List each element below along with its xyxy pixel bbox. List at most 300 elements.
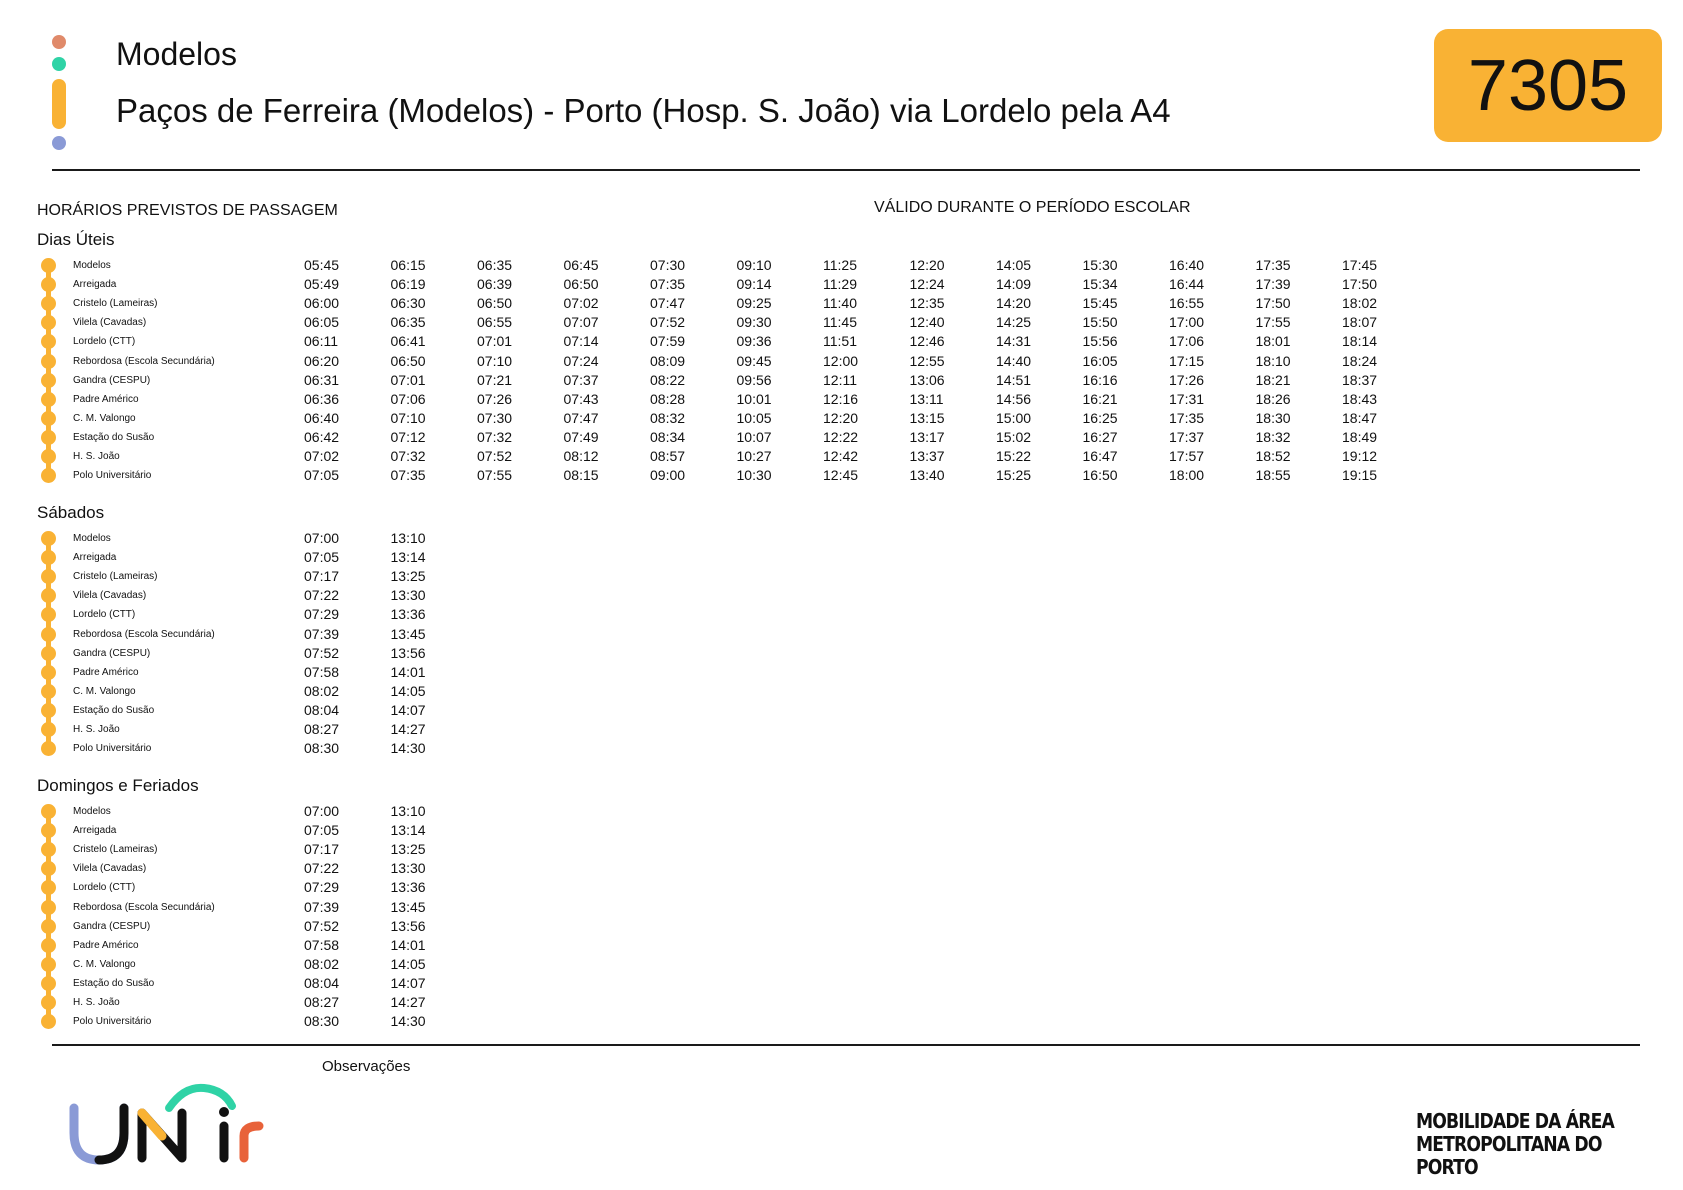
stop-marker-icon — [41, 722, 56, 737]
departure-time: 13:56 — [390, 644, 426, 661]
stop-marker-icon — [41, 569, 56, 584]
stop-name: Modelos — [73, 533, 111, 544]
departure-time: 13:10 — [390, 803, 426, 819]
stop-row — [0, 409, 1683, 428]
stop-name: Rebordosa (Escola Secundária) — [73, 901, 215, 913]
departure-time: 14:30 — [390, 740, 426, 757]
departure-time: 13:11 — [909, 390, 944, 407]
departure-time: 12:55 — [909, 352, 945, 369]
departure-time: 07:02 — [563, 295, 599, 312]
stop-row — [0, 663, 1683, 682]
departure-time: 12:35 — [909, 295, 945, 312]
stop-marker-icon — [41, 900, 56, 915]
departure-time: 08:12 — [563, 448, 599, 464]
departure-time: 18:43 — [1342, 390, 1378, 407]
departure-time: 07:22 — [304, 860, 340, 877]
departure-time: 08:04 — [304, 974, 340, 991]
departure-time: 18:07 — [1342, 314, 1378, 331]
stop-row — [0, 993, 1683, 1012]
stop-row — [0, 352, 1683, 371]
departure-time: 07:52 — [304, 917, 340, 934]
header-divider — [52, 169, 1640, 171]
departure-time: 09:10 — [736, 257, 772, 273]
departure-time: 08:02 — [304, 955, 340, 972]
stop-name: Cristelo (Lameiras) — [73, 844, 158, 856]
stop-marker-icon — [41, 627, 56, 642]
departure-time: 06:35 — [477, 257, 513, 273]
departure-time: 15:22 — [996, 448, 1032, 464]
departure-time: 11:51 — [823, 333, 857, 350]
departure-time: 06:55 — [477, 314, 513, 331]
departure-time: 10:07 — [736, 428, 772, 445]
stop-name: Polo Universitário — [73, 470, 152, 482]
schedule-heading: HORÁRIOS PREVISTOS DE PASSAGEM — [37, 202, 338, 219]
stop-marker-icon — [41, 842, 56, 857]
stop-marker-icon — [41, 976, 56, 991]
stop-name: Lordelo (CTT) — [73, 609, 136, 621]
stop-row — [0, 256, 1683, 275]
departure-time: 09:30 — [736, 314, 772, 331]
stop-name: Estação do Susão — [73, 704, 155, 716]
brand-dot-blue — [52, 136, 66, 150]
departure-time: 17:39 — [1255, 276, 1291, 293]
departure-time: 07:47 — [650, 295, 686, 312]
departure-time: 14:25 — [996, 314, 1032, 331]
departure-time: 06:36 — [304, 390, 340, 407]
departure-time: 10:01 — [736, 390, 772, 407]
departure-time: 06:00 — [304, 295, 340, 312]
stop-marker-icon — [41, 957, 56, 972]
departure-time: 08:57 — [650, 448, 686, 464]
departure-time: 17:26 — [1169, 371, 1205, 388]
stop-row — [0, 720, 1683, 739]
stop-name: Vilela (Cavadas) — [73, 863, 147, 875]
departure-time: 15:30 — [1082, 257, 1118, 273]
departure-time: 13:10 — [390, 530, 426, 546]
departure-time: 19:15 — [1342, 467, 1378, 484]
departure-time: 13:14 — [390, 549, 426, 566]
departure-time: 09:14 — [736, 276, 772, 293]
stop-row — [0, 682, 1683, 701]
stop-row — [0, 802, 1683, 821]
stop-marker-icon — [41, 861, 56, 876]
departure-time: 10:27 — [736, 448, 772, 464]
departure-time: 14:09 — [996, 276, 1032, 293]
departure-time: 19:12 — [1342, 448, 1378, 464]
departure-time: 07:29 — [304, 879, 340, 896]
departure-time: 16:50 — [1082, 467, 1118, 484]
stop-marker-icon — [41, 1014, 56, 1029]
departure-time: 12:42 — [823, 448, 859, 464]
departure-time: 14:30 — [390, 1013, 426, 1030]
departure-time: 07:29 — [304, 606, 340, 623]
stop-name: Arreigada — [73, 552, 117, 564]
departure-time: 08:02 — [304, 682, 340, 699]
departure-time: 13:30 — [390, 587, 426, 604]
stop-name: Cristelo (Lameiras) — [73, 571, 158, 583]
departure-time: 15:02 — [996, 428, 1032, 445]
stop-name: Rebordosa (Escola Secundária) — [73, 355, 215, 367]
stop-row — [0, 936, 1683, 955]
departure-time: 18:37 — [1342, 371, 1378, 388]
departure-time: 06:31 — [304, 371, 340, 388]
departure-time: 14:27 — [390, 721, 426, 737]
departure-time: 18:55 — [1255, 467, 1291, 484]
departure-time: 08:27 — [304, 994, 340, 1010]
departure-time: 07:21 — [477, 371, 513, 388]
departure-time: 14:20 — [996, 295, 1032, 312]
departure-time: 13:40 — [909, 467, 945, 484]
departure-time: 18:00 — [1169, 467, 1205, 484]
stop-row — [0, 371, 1683, 390]
stop-row — [0, 859, 1683, 878]
departure-time: 18:02 — [1342, 295, 1378, 312]
departure-time: 08:34 — [650, 428, 686, 445]
departure-time: 06:19 — [390, 276, 426, 293]
stop-marker-icon — [41, 880, 56, 895]
departure-time: 13:30 — [390, 860, 426, 877]
departure-time: 16:21 — [1082, 390, 1118, 407]
departure-time: 07:01 — [390, 371, 426, 388]
departure-time: 11:45 — [823, 314, 857, 331]
stop-name: H. S. João — [73, 724, 120, 735]
departure-time: 07:12 — [390, 428, 426, 445]
departure-time: 07:49 — [563, 428, 599, 445]
departure-time: 08:32 — [650, 409, 686, 426]
stop-row — [0, 840, 1683, 859]
departure-time: 06:45 — [563, 257, 599, 273]
departure-time: 13:56 — [390, 917, 426, 934]
departure-time: 15:25 — [996, 467, 1032, 484]
departure-time: 15:56 — [1082, 333, 1118, 350]
stop-marker-icon — [41, 938, 56, 953]
departure-time: 12:46 — [909, 333, 945, 350]
stop-name: Polo Universitário — [73, 743, 152, 755]
departure-time: 14:31 — [996, 333, 1032, 350]
departure-time: 08:15 — [563, 467, 599, 484]
stop-name: Modelos — [73, 260, 111, 271]
stop-name: Lordelo (CTT) — [73, 882, 136, 894]
observations-label: Observações — [322, 1058, 411, 1075]
stop-name: Estação do Susão — [73, 431, 155, 443]
departure-time: 06:50 — [390, 352, 426, 369]
departure-time: 07:52 — [304, 644, 340, 661]
departure-time: 07:17 — [304, 568, 340, 585]
stop-name: Vilela (Cavadas) — [73, 317, 147, 329]
departure-time: 06:30 — [390, 295, 426, 312]
departure-time: 17:55 — [1255, 314, 1291, 331]
stop-marker-icon — [41, 411, 56, 426]
departure-time: 09:25 — [736, 295, 772, 312]
departure-time: 17:50 — [1342, 276, 1378, 293]
departure-time: 13:15 — [909, 409, 945, 426]
departure-time: 06:05 — [304, 314, 340, 331]
stop-row — [0, 898, 1683, 917]
stop-marker-icon — [41, 703, 56, 718]
departure-time: 15:45 — [1082, 295, 1118, 312]
departure-time: 07:02 — [304, 448, 340, 464]
brand-dot-orange — [52, 35, 66, 49]
departure-time: 06:41 — [390, 333, 426, 350]
departure-time: 13:25 — [390, 841, 426, 858]
unir-logo — [64, 1078, 274, 1173]
departure-time: 08:30 — [304, 1013, 340, 1030]
departure-time: 07:00 — [304, 803, 340, 819]
authority-logo-text — [1416, 1110, 1646, 1179]
stop-marker-icon — [41, 665, 56, 680]
departure-time: 13:45 — [390, 898, 426, 915]
departure-time: 12:16 — [823, 390, 859, 407]
departure-time: 07:59 — [650, 333, 686, 350]
section-title: Domingos e Feriados — [37, 776, 199, 795]
stop-marker-icon — [41, 258, 56, 273]
departure-time: 18:24 — [1342, 352, 1378, 369]
departure-time: 07:47 — [563, 409, 599, 426]
departure-time: 07:01 — [477, 333, 513, 350]
departure-time: 14:01 — [390, 936, 426, 953]
stop-row — [0, 586, 1683, 605]
departure-time: 06:39 — [477, 276, 513, 293]
departure-time: 07:39 — [304, 625, 340, 642]
section-title: Sábados — [37, 503, 105, 522]
stop-marker-icon — [41, 588, 56, 603]
departure-time: 06:20 — [304, 352, 340, 369]
departure-time: 12:22 — [823, 428, 859, 445]
departure-time: 15:00 — [996, 409, 1032, 426]
departure-time: 14:27 — [390, 994, 426, 1010]
departure-time: 09:00 — [650, 467, 686, 484]
stop-row — [0, 917, 1683, 936]
authority-line-2: METROPOLITANA DO PORTO — [1416, 1132, 1602, 1179]
authority-line-1: MOBILIDADE DA ÁREA — [1416, 1109, 1614, 1133]
departure-time: 07:52 — [650, 314, 686, 331]
departure-time: 16:55 — [1169, 295, 1205, 312]
departure-time: 06:15 — [390, 257, 426, 273]
stop-name: Rebordosa (Escola Secundária) — [73, 628, 215, 640]
departure-time: 17:45 — [1342, 257, 1378, 273]
stop-row — [0, 548, 1683, 567]
departure-time: 12:11 — [823, 371, 857, 388]
stop-row — [0, 294, 1683, 313]
departure-time: 12:00 — [823, 352, 859, 369]
footer-divider — [52, 1044, 1640, 1046]
stop-marker-icon — [41, 995, 56, 1010]
stop-marker-icon — [41, 354, 56, 369]
stop-name: Gandra (CESPU) — [73, 374, 151, 386]
departure-time: 16:40 — [1169, 257, 1205, 273]
departure-time: 16:27 — [1082, 428, 1118, 445]
departure-time: 08:27 — [304, 721, 340, 737]
stop-name: C. M. Valongo — [73, 958, 136, 970]
departure-time: 17:50 — [1255, 295, 1291, 312]
departure-time: 08:09 — [650, 352, 686, 369]
departure-time: 14:01 — [390, 663, 426, 680]
stop-marker-icon — [41, 550, 56, 565]
departure-time: 05:49 — [304, 276, 340, 293]
stop-row — [0, 644, 1683, 663]
stop-marker-icon — [41, 392, 56, 407]
departure-time: 06:42 — [304, 428, 340, 445]
stop-row — [0, 974, 1683, 993]
departure-time: 14:07 — [390, 974, 426, 991]
departure-time: 16:44 — [1169, 276, 1205, 293]
departure-time: 06:35 — [390, 314, 426, 331]
stop-name: C. M. Valongo — [73, 685, 136, 697]
stop-marker-icon — [41, 919, 56, 934]
departure-time: 15:50 — [1082, 314, 1118, 331]
departure-time: 07:06 — [390, 390, 426, 407]
departure-time: 06:50 — [563, 276, 599, 293]
departure-time: 14:56 — [996, 390, 1032, 407]
stop-marker-icon — [41, 468, 56, 483]
departure-time: 14:05 — [390, 955, 426, 972]
stop-name: Gandra (CESPU) — [73, 647, 151, 659]
departure-time: 12:20 — [909, 257, 945, 273]
departure-time: 14:07 — [390, 701, 426, 718]
departure-time: 12:24 — [909, 276, 945, 293]
departure-time: 07:58 — [304, 663, 340, 680]
departure-time: 07:35 — [390, 467, 426, 484]
departure-time: 17:35 — [1169, 409, 1205, 426]
departure-time: 08:30 — [304, 740, 340, 757]
stop-row — [0, 605, 1683, 624]
departure-time: 14:40 — [996, 352, 1032, 369]
stop-name: Vilela (Cavadas) — [73, 590, 147, 602]
departure-time: 07:14 — [563, 333, 599, 350]
stop-row — [0, 567, 1683, 586]
stop-name: H. S. João — [73, 997, 120, 1008]
departure-time: 16:25 — [1082, 409, 1118, 426]
departure-time: 13:06 — [909, 371, 945, 388]
stop-name: Lordelo (CTT) — [73, 336, 136, 348]
departure-time: 12:20 — [823, 409, 859, 426]
stop-marker-icon — [41, 449, 56, 464]
departure-time: 11:40 — [823, 295, 857, 312]
stop-marker-icon — [41, 430, 56, 445]
departure-time: 13:17 — [909, 428, 945, 445]
departure-time: 18:32 — [1255, 428, 1291, 445]
stop-marker-icon — [41, 741, 56, 756]
departure-time: 17:06 — [1169, 333, 1205, 350]
stop-row — [0, 275, 1683, 294]
departure-time: 11:29 — [823, 276, 857, 293]
departure-time: 18:52 — [1255, 448, 1291, 464]
departure-time: 18:14 — [1342, 333, 1378, 350]
departure-time: 07:52 — [477, 448, 513, 464]
departure-time: 14:51 — [996, 371, 1032, 388]
stop-marker-icon — [41, 277, 56, 292]
departure-time: 07:30 — [650, 257, 686, 273]
departure-time: 18:26 — [1255, 390, 1291, 407]
stop-marker-icon — [41, 804, 56, 819]
stop-name: Padre Américo — [73, 939, 139, 951]
stop-marker-icon — [41, 315, 56, 330]
stop-row — [0, 529, 1683, 548]
stop-row — [0, 466, 1683, 485]
departure-time: 06:11 — [304, 333, 338, 350]
departure-time: 07:37 — [563, 371, 599, 388]
departure-time: 11:25 — [823, 257, 857, 273]
departure-time: 07:24 — [563, 352, 599, 369]
departure-time: 16:05 — [1082, 352, 1118, 369]
stop-row — [0, 313, 1683, 332]
stop-marker-icon — [41, 646, 56, 661]
departure-time: 07:07 — [563, 314, 599, 331]
departure-time: 07:26 — [477, 390, 513, 407]
departure-time: 18:47 — [1342, 409, 1378, 426]
departure-time: 17:15 — [1169, 352, 1205, 369]
stop-name: Arreigada — [73, 825, 117, 837]
section-title: Dias Úteis — [37, 230, 115, 249]
departure-time: 17:57 — [1169, 448, 1205, 464]
stop-name: Gandra (CESPU) — [73, 920, 151, 932]
stop-name: H. S. João — [73, 451, 120, 462]
route-number-badge: 7305 — [1434, 29, 1662, 142]
departure-time: 09:45 — [736, 352, 772, 369]
operator-name: Modelos — [116, 36, 237, 72]
stop-row — [0, 332, 1683, 351]
departure-time: 09:56 — [736, 371, 772, 388]
departure-time: 17:31 — [1169, 390, 1205, 407]
departure-time: 08:22 — [650, 371, 686, 388]
stop-row — [0, 1012, 1683, 1031]
stop-row — [0, 955, 1683, 974]
departure-time: 17:37 — [1169, 428, 1205, 445]
departure-time: 15:34 — [1082, 276, 1118, 293]
stop-name: Arreigada — [73, 279, 117, 291]
departure-time: 07:17 — [304, 841, 340, 858]
stop-name: Polo Universitário — [73, 1016, 152, 1028]
departure-time: 13:45 — [390, 625, 426, 642]
stop-name: Padre Américo — [73, 666, 139, 678]
departure-time: 13:36 — [390, 879, 426, 896]
stop-marker-icon — [41, 531, 56, 546]
stop-name: Estação do Susão — [73, 977, 155, 989]
stop-marker-icon — [41, 373, 56, 388]
stop-name: Modelos — [73, 806, 111, 817]
route-name: Paços de Ferreira (Modelos) - Porto (Hosp. S. João) via Lordelo pela A4 — [116, 92, 1171, 129]
stop-name: C. M. Valongo — [73, 412, 136, 424]
departure-time: 13:36 — [390, 606, 426, 623]
departure-time: 07:05 — [304, 822, 340, 839]
stop-row — [0, 390, 1683, 409]
stop-marker-icon — [41, 296, 56, 311]
departure-time: 07:39 — [304, 898, 340, 915]
departure-time: 07:32 — [477, 428, 513, 445]
stop-row — [0, 878, 1683, 897]
departure-time: 08:28 — [650, 390, 686, 407]
departure-time: 07:30 — [477, 409, 513, 426]
departure-time: 07:05 — [304, 467, 340, 484]
departure-time: 06:50 — [477, 295, 513, 312]
departure-time: 12:45 — [823, 467, 859, 484]
brand-bar-yellow — [52, 79, 66, 129]
departure-time: 13:25 — [390, 568, 426, 585]
brand-dot-teal — [52, 57, 66, 71]
departure-time: 14:05 — [996, 257, 1032, 273]
departure-time: 07:58 — [304, 936, 340, 953]
departure-time: 07:35 — [650, 276, 686, 293]
departure-time: 13:14 — [390, 822, 426, 839]
departure-time: 07:10 — [477, 352, 513, 369]
departure-time: 18:21 — [1255, 371, 1291, 388]
departure-time: 16:47 — [1082, 448, 1118, 464]
departure-time: 18:10 — [1255, 352, 1291, 369]
departure-time: 07:05 — [304, 549, 340, 566]
departure-time: 05:45 — [304, 257, 340, 273]
departure-time: 13:37 — [909, 448, 945, 464]
stop-row — [0, 739, 1683, 758]
